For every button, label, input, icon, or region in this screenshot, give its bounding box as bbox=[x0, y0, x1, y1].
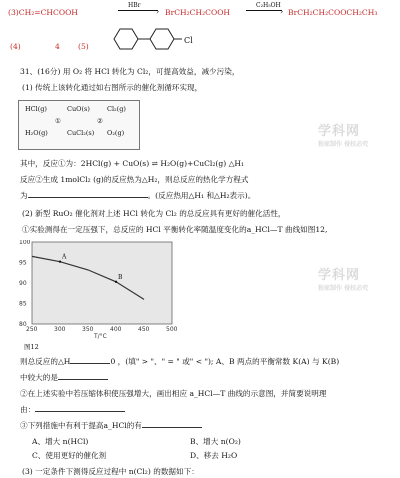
after-2 bbox=[20, 372, 108, 383]
reaction-1: 其中，反应①为：2HCl(g) + CuO(s) ⇌ H₂O(g)+CuCl₂(g) △H₁ bbox=[20, 159, 245, 168]
end-compound: BrCH₂CH₂COOCH₂CH₃ bbox=[288, 8, 378, 17]
x-tick-label: 250 bbox=[26, 326, 38, 333]
answer-4-value: 4 bbox=[55, 42, 60, 51]
reaction-3 bbox=[20, 190, 255, 201]
answer-5-label: (5) bbox=[78, 42, 89, 51]
after-1 bbox=[20, 356, 339, 367]
cycle-cuo: CuO(s) bbox=[67, 105, 90, 113]
y-tick-label: 85 bbox=[19, 300, 27, 308]
mid-compound: BrCH₂CH₂COOH bbox=[165, 8, 231, 17]
reagent-ethanol: C₂H₅OH bbox=[256, 2, 281, 9]
cycle-h2o: H₂O(g) bbox=[25, 129, 48, 137]
answer-4-label: (4) bbox=[10, 42, 21, 51]
watermark-1-small: 独家制作 侵权必究 bbox=[318, 141, 369, 148]
watermark-2 bbox=[318, 264, 368, 292]
arrow-head-1: › bbox=[156, 7, 160, 16]
start-compound: (3)CH₂=CHCOOH bbox=[8, 8, 78, 17]
option-d: D、移去 H₂O bbox=[190, 451, 238, 460]
blank-total-equation[interactable] bbox=[28, 190, 148, 198]
watermark-2-big: 学科网 bbox=[318, 268, 361, 283]
option-c: C、使用更好的催化剂 bbox=[32, 451, 107, 460]
point-label-b: B bbox=[118, 273, 123, 281]
blank-larger-k[interactable] bbox=[58, 372, 108, 380]
blank-dh[interactable] bbox=[70, 356, 110, 364]
watermark-2-small: 独家制作 侵权必究 bbox=[318, 285, 369, 292]
y-tick-label: 95 bbox=[19, 259, 27, 267]
q31-q2: ②在上述实验中若压缩体积使压强增大，画出相应 a_HCl—T 曲线的示意图，并简要说明理 bbox=[20, 389, 327, 398]
cycle-cl2: Cl₂(g) bbox=[107, 105, 126, 113]
point-a bbox=[59, 260, 61, 262]
cycle-cucl2: CuCl₂(s) bbox=[67, 129, 95, 137]
watermark-1-big: 学科网 bbox=[318, 124, 361, 139]
watermark-1 bbox=[318, 120, 368, 148]
chlorine-label: Cl bbox=[184, 36, 193, 45]
cycle-step-1: ① bbox=[55, 117, 61, 125]
q31-title: 31、(16分) 用 O₂ 将 HCl 转化为 Cl₂，可提高效益，减少污染， bbox=[20, 67, 240, 76]
cycle-step-2: ② bbox=[97, 117, 103, 125]
q31-sub1: (1) 传统上该转化通过如右图所示的催化剂循环实现， bbox=[22, 83, 203, 92]
x-tick-label: 500 bbox=[166, 326, 178, 333]
arrow-head-2: › bbox=[280, 7, 284, 16]
arrow-2 bbox=[246, 10, 282, 11]
x-tick-label: 400 bbox=[110, 326, 122, 333]
q31-q3-prefix: ③下列措施中有利于提高a_HCl的有 bbox=[20, 421, 142, 430]
q31-q3 bbox=[20, 420, 202, 431]
chart-caption: 图12 bbox=[24, 343, 39, 351]
y-tick-label: 80 bbox=[19, 321, 27, 328]
x-tick-label: 450 bbox=[138, 326, 150, 333]
blank-reason[interactable] bbox=[35, 404, 125, 412]
reaction-3-prefix: 为 bbox=[20, 191, 28, 200]
y-tick-label: 90 bbox=[19, 280, 27, 287]
cycle-hcl: HCl(g) bbox=[25, 105, 47, 113]
q31-sub2-1: ①实验测得在一定压强下，总反应的 HCl 平衡转化率随温度变化的a_HCl—T 曲线如图12, bbox=[22, 225, 328, 234]
after-1-prefix: 则总反应的△H bbox=[20, 357, 71, 366]
option-b: B、增大 n(O₂) bbox=[190, 437, 241, 446]
y-tick-label: 100 bbox=[19, 240, 31, 246]
reagent-hbr: HBr bbox=[128, 2, 141, 9]
q31-sub3: (3) 一定条件下测得反应过程中 n(Cl₂) 的数据如下： bbox=[22, 467, 199, 476]
point-b bbox=[115, 281, 117, 283]
x-tick-label: 300 bbox=[54, 326, 66, 333]
x-tick-label: 350 bbox=[82, 326, 94, 333]
arrow-1 bbox=[118, 10, 158, 11]
q31-q2b bbox=[20, 404, 125, 415]
blank-measures[interactable] bbox=[142, 420, 202, 428]
after-2-prefix: 中较大的是 bbox=[20, 373, 58, 382]
option-a: A、增大 n(HCl) bbox=[32, 437, 89, 446]
reaction-3-suffix: 。(反应热用△H₁ 和△H₂表示)。 bbox=[147, 191, 256, 200]
catalyst-cycle-diagram bbox=[18, 100, 140, 150]
q31-q2b-prefix: 由： bbox=[20, 405, 36, 414]
hcl-conversion-chart bbox=[18, 240, 178, 340]
reaction-2: 反应②生成 1molCl₂ (g)的反应热为△H₂，则总反应的热化学方程式 bbox=[20, 175, 249, 184]
biphenyl-structure bbox=[104, 26, 194, 52]
point-label-a: A bbox=[62, 253, 67, 261]
after-1-suffix: 0 ，(填" > "、" = " 或" < "); A、B 两点的平衡常数 K(A) 与 K(B) bbox=[110, 357, 340, 366]
chart-plot-area bbox=[32, 242, 172, 324]
q31-sub2: (2) 新型 RuO₂ 催化剂对上述 HCl 转化为 Cl₂ 的总反应具有更好的催化活性， bbox=[22, 209, 286, 218]
cycle-o2: O₂(g) bbox=[107, 129, 125, 137]
x-axis-label: T/°C bbox=[94, 333, 107, 340]
